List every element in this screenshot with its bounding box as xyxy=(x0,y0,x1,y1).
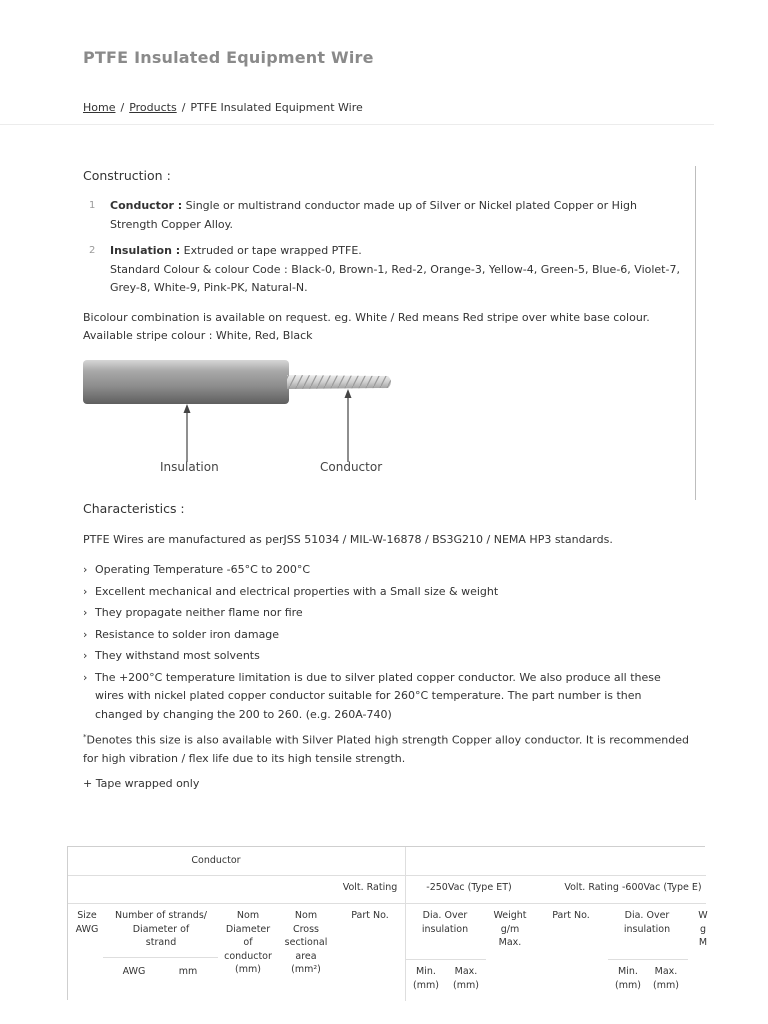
insulation-label: Insulation : xyxy=(110,244,181,257)
wire-cross-section-diagram xyxy=(80,358,410,478)
th-nom-diameter: Nom Diameter of conductor (mm) xyxy=(224,910,272,975)
chevron-right-icon: › xyxy=(83,649,88,662)
list-item: › The +200°C temperature limitation is due to silver plated copper conductor. We also produce all these wires with nickel plated copper conductor suitable for 260°C temperature. The part number is then changed by changing the 200 to 260. (e.g. 260A-740) xyxy=(83,670,661,721)
header-divider xyxy=(0,124,714,125)
th-strands: Number of strands/ Diameter of strand xyxy=(115,910,207,948)
construction-heading: Construction : xyxy=(83,168,171,183)
th-max: Max. (mm) xyxy=(453,966,479,991)
th-nom-cross-area: Nom Cross sectional area (mm²) xyxy=(284,910,328,975)
specification-table xyxy=(67,846,708,1000)
th-dia-over-insulation: Dia. Over insulation xyxy=(421,910,469,935)
list-number: 1 xyxy=(89,200,96,211)
conductor-strands xyxy=(287,375,391,389)
th-type-e: Volt. Rating -600Vac (Type E) xyxy=(564,882,702,893)
bicolour-text: Bicolour combination is available on request. eg. White / Red means Red stripe over white base colour. xyxy=(83,311,650,324)
th-part-no: Part No. xyxy=(552,910,590,921)
construction-item-insulation xyxy=(83,242,683,298)
breadcrumb-current: PTFE Insulated Equipment Wire xyxy=(190,101,363,114)
th-conductor: Conductor xyxy=(191,855,241,866)
breadcrumb-separator: / xyxy=(181,101,186,114)
silver-plated-note: *Denotes this size is also available with Silver Plated high strength Copper alloy conductor. It is recommended for high vibration / flex life due to its high tensile strength. xyxy=(83,733,689,766)
conductor-text: Single or multistrand conductor made up of Silver or Nickel plated Copper or High Strength Copper Alloy. xyxy=(110,199,637,231)
chevron-right-icon: › xyxy=(83,670,88,684)
chevron-right-icon: › xyxy=(83,563,88,576)
th-volt-rating: Volt. Rating xyxy=(342,882,398,893)
breadcrumb-home-link[interactable]: Home xyxy=(83,101,116,114)
th-max: Max. (mm) xyxy=(653,966,679,991)
list-number: 2 xyxy=(89,245,96,256)
th-part-no: Part No. xyxy=(351,910,389,921)
th-mm: mm xyxy=(178,966,198,977)
arrow-up-icon xyxy=(345,389,352,398)
list-item: › Resistance to solder iron damage xyxy=(83,626,687,645)
arrow-up-icon xyxy=(184,404,191,413)
stripe-colour-text: Available stripe colour : White, Red, Black xyxy=(83,329,313,342)
tape-wrapped-note: + Tape wrapped only xyxy=(83,777,200,790)
page-title: PTFE Insulated Equipment Wire xyxy=(83,48,374,67)
breadcrumb-separator: / xyxy=(120,101,125,114)
breadcrumb xyxy=(83,101,363,114)
chevron-right-icon: › xyxy=(83,606,88,619)
standards-text: PTFE Wires are manufactured as perJSS 51034 / MIL-W-16878 / BS3G210 / NEMA HP3 standards. xyxy=(83,533,613,546)
insulation-text: Extruded or tape wrapped PTFE. xyxy=(180,244,362,257)
chevron-right-icon: › xyxy=(83,584,88,598)
chevron-right-icon: › xyxy=(83,627,88,641)
th-dia-over-insulation: Dia. Over insulation xyxy=(623,910,671,935)
th-weight: Weight g/m Max. xyxy=(493,910,527,948)
th-awg: AWG xyxy=(122,966,146,977)
th-min: Min. (mm) xyxy=(615,966,641,991)
breadcrumb-products-link[interactable]: Products xyxy=(129,101,177,114)
characteristics-list xyxy=(83,561,687,727)
th-type-et: -250Vac (Type ET) xyxy=(426,882,512,893)
th-weight: W g M xyxy=(698,910,708,948)
construction-item-conductor xyxy=(83,197,683,234)
list-item: › Operating Temperature -65°C to 200°C xyxy=(83,561,687,580)
list-item: › Excellent mechanical and electrical properties with a Small size & weight xyxy=(83,583,687,602)
th-size-awg: Size AWG xyxy=(75,910,99,935)
list-item: › They withstand most solvents xyxy=(83,647,687,666)
content-scroll-edge xyxy=(695,166,696,500)
characteristics-heading: Characteristics : xyxy=(83,501,185,516)
colour-code-text: Standard Colour & colour Code : Black-0, Brown-1, Red-2, Orange-3, Yellow-4, Green-5, Blue-6, Violet-7, Grey-8, White-9, Pink-PK, Natural-N. xyxy=(110,262,680,294)
conductor-label: Conductor : xyxy=(110,199,183,212)
conductor-label-text: Conductor xyxy=(320,460,383,474)
list-item: › They propagate neither flame nor fire xyxy=(83,604,687,623)
insulation-jacket xyxy=(83,360,289,404)
th-min: Min. (mm) xyxy=(413,966,439,991)
insulation-label-text: Insulation xyxy=(160,460,219,474)
